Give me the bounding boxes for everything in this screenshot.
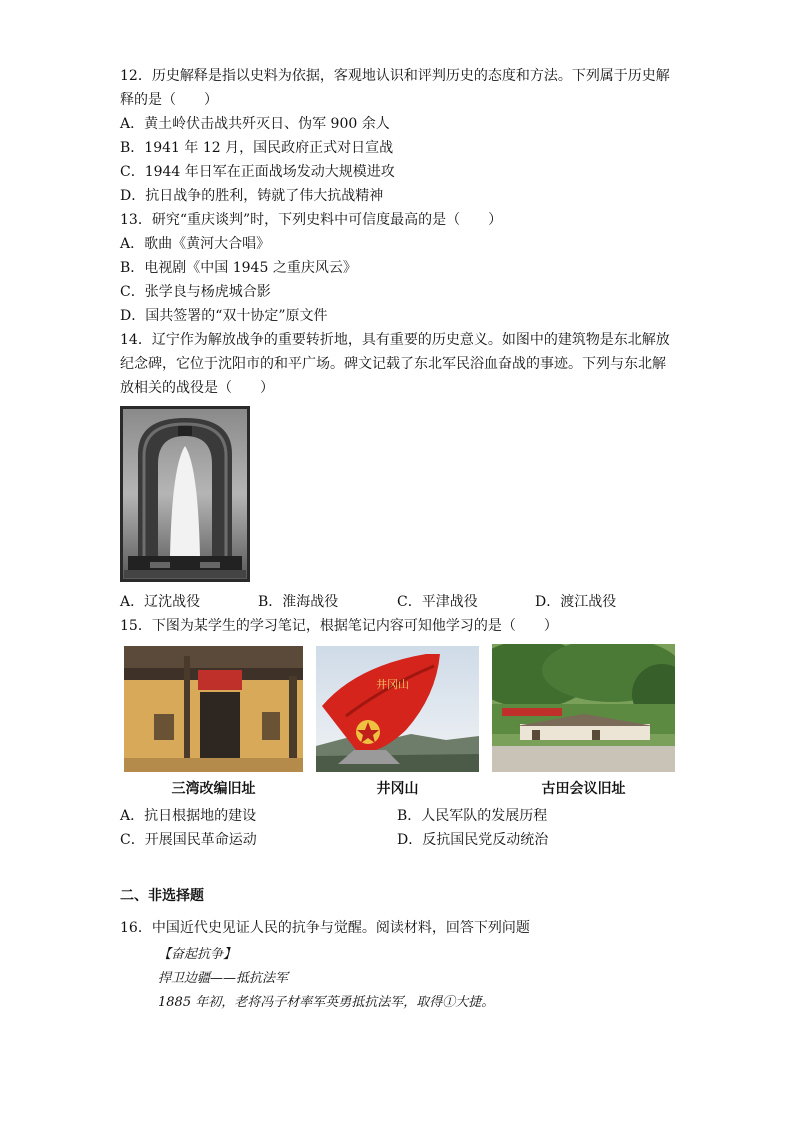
caption-jinggangshan: 井冈山	[376, 781, 419, 797]
jinggangshan-photo	[316, 646, 479, 772]
q15-option-b: B．人民军队的发展历程	[397, 808, 548, 824]
q15-option-c: C．开展国民革命运动	[120, 832, 257, 848]
gutian-site-photo	[492, 644, 675, 772]
q16-stem: 16．中国近代史见证人民的抗争与觉醒。阅读材料，回答下列问题	[120, 920, 530, 936]
q15-stem: 15．下图为某学生的学习笔记，根据笔记内容可知他学习的是（ ）	[120, 618, 558, 634]
q12-option-b: B．1941 年 12 月，国民政府正式对日宣战	[120, 140, 394, 156]
q13-stem: 13．研究“重庆谈判”时，下列史料中可信度最高的是（ ）	[120, 212, 503, 228]
q12-option-d: D．抗日战争的胜利，铸就了伟大抗战精神	[120, 188, 384, 204]
q14-stem-line3: 放相关的战役是（ ）	[120, 380, 274, 396]
section-heading: 二、非选择题	[120, 888, 204, 904]
q14-option-b: B．淮海战役	[258, 594, 339, 610]
q14-stem-line1: 14．辽宁作为解放战争的重要转折地，具有重要的历史意义。如图中的建筑物是东北解放	[120, 332, 670, 348]
q15-option-d: D．反抗国民党反动统治	[397, 832, 549, 848]
q12-stem-line1: 12．历史解释是指以史料为依据，客观地认识和评判历史的态度和方法。下列属于历史解	[120, 68, 670, 84]
q13-option-b: B．电视剧《中国 1945 之重庆风云》	[120, 260, 357, 276]
q12-option-c: C．1944 年日军在正面战场发动大规模进攻	[120, 164, 395, 180]
monument-photo	[120, 406, 250, 582]
q16-subheading: 捍卫边疆——抵抗法军	[158, 971, 289, 986]
flag-sign-text: 井冈山	[376, 678, 409, 691]
q14-option-a: A．辽沈战役	[120, 594, 201, 610]
q15-option-a: A．抗日根据地的建设	[120, 808, 257, 824]
q12-stem-line2: 释的是（ ）	[120, 92, 218, 108]
caption-gutian: 古田会议旧址	[541, 781, 626, 797]
caption-sanwan: 三湾改编旧址	[171, 781, 256, 797]
q16-material-text: 1885 年初，老将冯子材率军英勇抵抗法军，取得①大捷。	[158, 995, 495, 1010]
q16-heading: 【奋起抗争】	[158, 947, 237, 962]
sanwan-site-photo	[124, 646, 303, 772]
q14-option-c: C．平津战役	[397, 594, 478, 610]
q12-option-a: A．黄土岭伏击战共歼灭日、伪军 900 余人	[120, 116, 390, 132]
q13-option-c: C．张学良与杨虎城合影	[120, 284, 271, 300]
q13-option-d: D．国共签署的“双十协定”原文件	[120, 308, 328, 324]
q14-stem-line2: 纪念碑，它位于沈阳市的和平广场。碑文记载了东北军民浴血奋战的事迹。下列与东北解	[120, 356, 666, 372]
q14-option-d: D．渡江战役	[535, 594, 617, 610]
q13-option-a: A．歌曲《黄河大合唱》	[120, 236, 271, 252]
